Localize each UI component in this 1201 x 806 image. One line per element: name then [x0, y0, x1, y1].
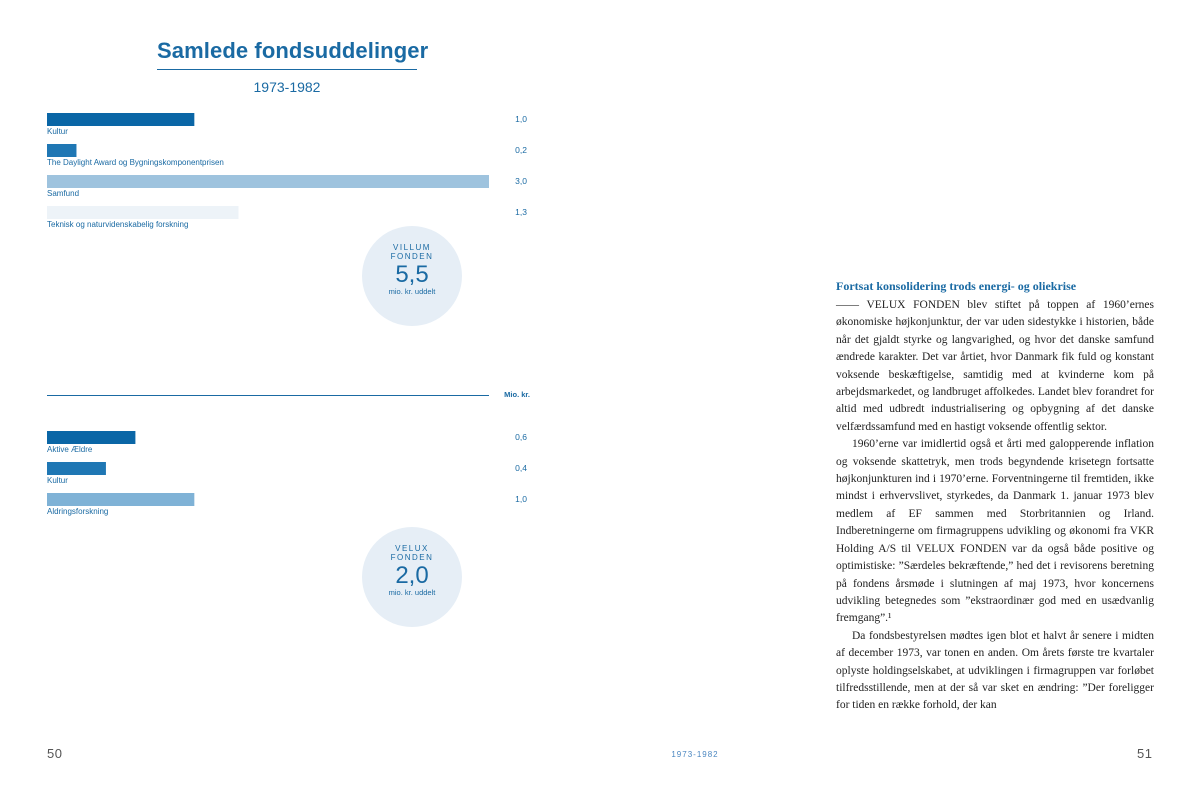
bar: [47, 493, 194, 506]
running-footer: 1973-1982: [671, 750, 719, 759]
bar-category-label: Teknisk og naturvidenskabelig forskning: [47, 220, 189, 229]
chart-subtitle: 1973-1982: [253, 79, 321, 95]
article-heading: Fortsat konsolidering trods energi- og oliekrise: [836, 279, 1077, 293]
circle-caption: mio. kr. uddelt: [388, 588, 436, 597]
bar-category-label: Kultur: [47, 476, 68, 485]
bar: [47, 175, 489, 188]
bar: [47, 431, 135, 444]
circle-title-line1: VILLUM: [393, 243, 431, 252]
bar-value-label: 3,0: [515, 176, 527, 186]
bar-category-label: Kultur: [47, 127, 68, 136]
bar: [47, 113, 194, 126]
page-number-right: 51: [1137, 746, 1153, 761]
bar-value-label: 0,4: [515, 463, 527, 473]
circle-caption: mio. kr. uddelt: [388, 287, 436, 296]
bar: [47, 462, 106, 475]
circle-total-value: 5,5: [395, 261, 429, 288]
villum-fonden-total-circle: [362, 226, 462, 326]
bar-value-label: 1,0: [515, 114, 527, 124]
bar-value-label: 0,6: [515, 432, 527, 442]
bar-category-label: Aldringsforskning: [47, 507, 109, 516]
bar-category-label: Samfund: [47, 189, 80, 198]
article-paragraph: 1960’erne var imidlertid også et årti med galopperende inflation og voksende skattetryk, men trods begyndende krisetegn fortsatte højkonjunkturen ind i 1970’erne. Forventningerne til fremtiden, ikke mindst i erhvervslivet, styrkedes, da Danmark 1. januar 1973 blev medlem af EF sammen med Storbritannien og Irland. Indberetningerne om firmagruppens udvikling og økonomi fra VKR Holding A/S til VELUX FONDEN var da også både positive og optimistiske: ”Særdeles bekræftende,” hed det i revisorens beretning på fondens årsmøde i slutningen af maj 1973, hvor koncernens udvikling betegnedes som ”ekstraordinær god med en usædvanlig fremgang”.¹: [836, 438, 1154, 625]
unit-divider: [47, 395, 489, 396]
velux-fonden-total-circle: [362, 527, 462, 627]
bar: [47, 144, 76, 157]
article-paragraph: —— VELUX FONDEN blev stiftet på toppen af 1960’ernes økonomiske højkonjunktur, der var uden sidestykke i historien, både når det gjaldt styrke og langvarighed, og hvor det danske samfund ændrede karakter. Det var årtiet, hvor Danmark fik fuld og konstant voksende beskæftigelse, samtidig med at kvinderne kom på arbejdsmarkedet, og landbruget affolkedes. Landet blev forandret for altid med udbredt industrialisering og opbygning af det danske velfærdssamfund med en hastigt voksende offentlig sektor.: [836, 299, 1154, 433]
bar-charts: [0, 0, 600, 806]
article: [836, 278, 1154, 715]
page-number-left: 50: [47, 746, 63, 761]
circle-total-value: 2,0: [395, 562, 429, 589]
circle-title-line2: FONDEN: [390, 553, 434, 562]
circle-title-line1: VELUX: [395, 544, 429, 553]
circle-title-line2: FONDEN: [390, 252, 434, 261]
unit-label: Mio. kr.: [504, 390, 530, 399]
bar: [47, 206, 239, 219]
article-paragraph: Da fondsbestyrelsen mødtes igen blot et halvt år senere i midten af december 1973, var tonen en anden. Om årets første tre kvartaler oplyste holdingselskabet, at udviklingen i firmagruppen var forløbet tilfredsstillende, men at der så var sket en ændring: ”Der foreligger for tiden en række forhold, der kan: [836, 629, 1154, 712]
bar-category-label: The Daylight Award og Bygningskomponentprisen: [47, 158, 224, 167]
bar-value-label: 1,3: [515, 207, 527, 217]
bar-value-label: 0,2: [515, 145, 527, 155]
bar-value-label: 1,0: [515, 494, 527, 504]
bar-category-label: Aktive Ældre: [47, 445, 93, 454]
page-title: Samlede fondsuddelinger: [157, 38, 429, 63]
